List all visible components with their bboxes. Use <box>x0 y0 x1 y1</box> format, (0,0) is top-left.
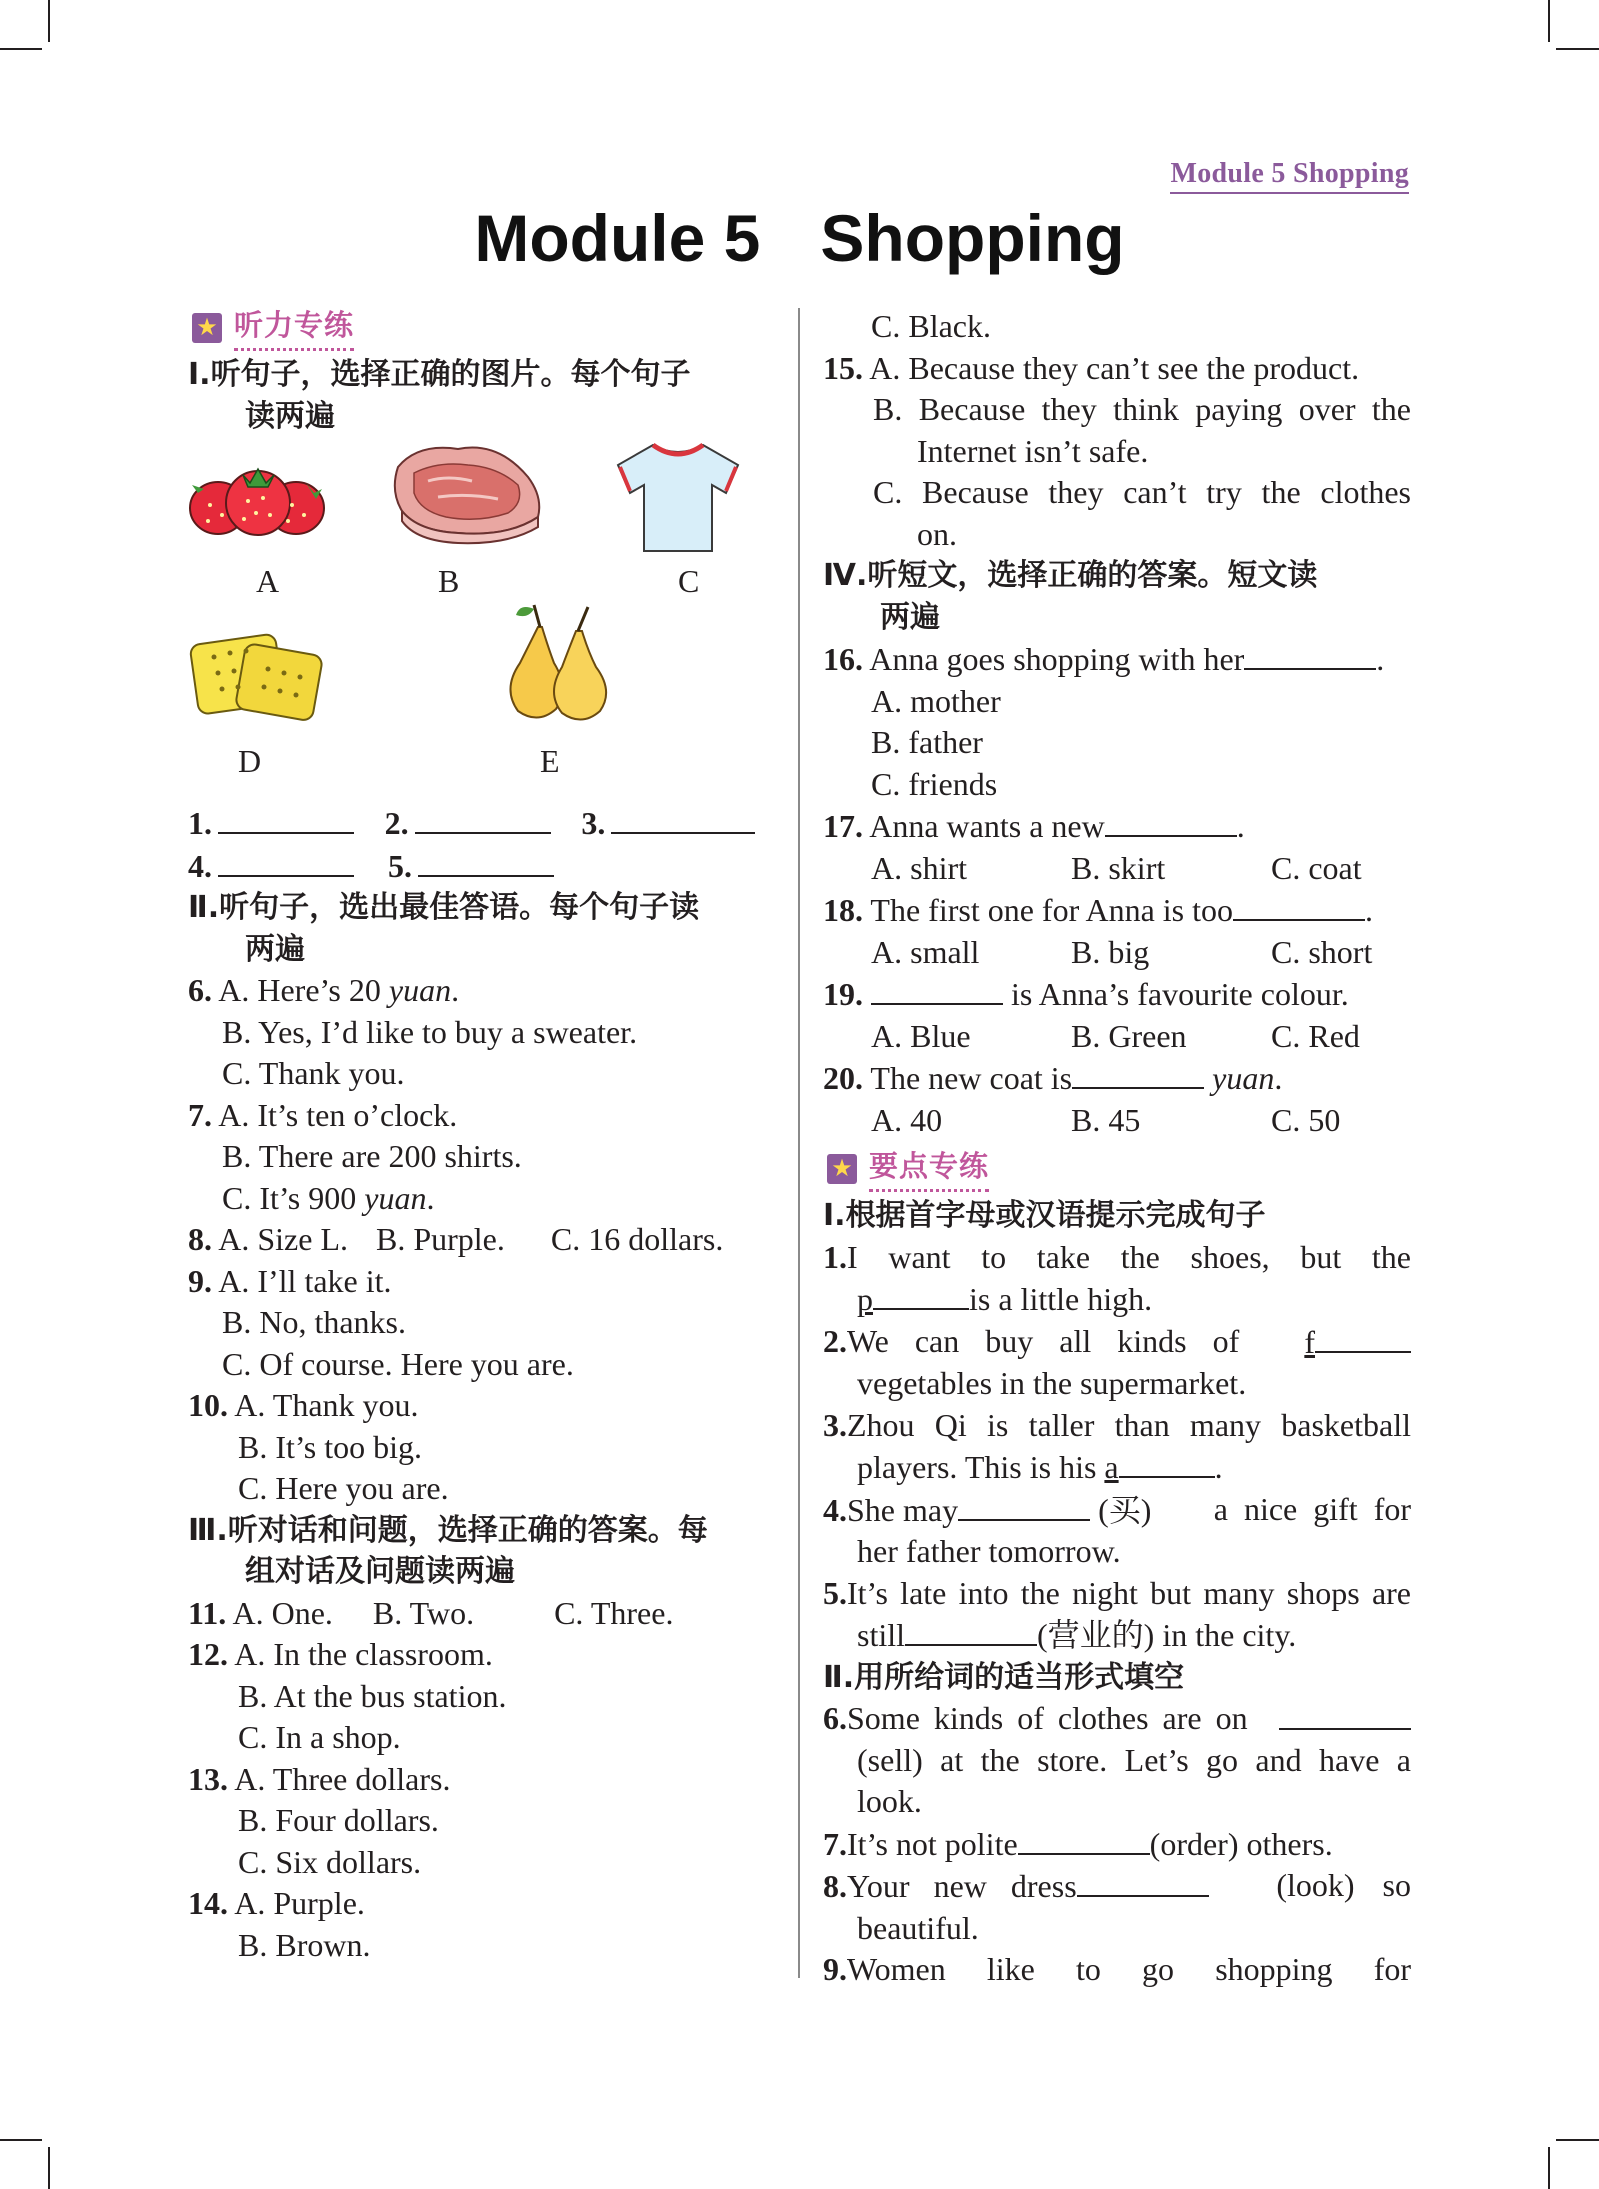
question: 13. A. Three dollars. <box>188 1760 451 1797</box>
question: 6. A. Here’s 20 yuan. <box>188 972 460 1008</box>
question: 11. A. One. B. Two. C. Three. <box>188 1594 674 1631</box>
option: C. Here you are. <box>238 1470 449 1506</box>
section-heading-cont: 两遍 <box>245 931 305 967</box>
answer-blank[interactable] <box>1018 1823 1150 1855</box>
right-column <box>823 306 1411 1991</box>
section-heading-cont: 组对话及问题读两遍 <box>245 1554 515 1589</box>
section-heading: Ⅰ.根据首字母或汉语提示完成句子 <box>823 1198 1266 1233</box>
answer-blank[interactable] <box>1119 1446 1215 1478</box>
question: 18. The first one for Anna is too . <box>823 889 1411 932</box>
option: C. Thank you. <box>222 1055 405 1091</box>
section-heading: Ⅱ.听句子，选出最佳答语。每个句子读 <box>188 890 700 925</box>
strawberries-icon <box>188 453 328 548</box>
question-cont: her father tomorrow. <box>857 1533 1121 1569</box>
options-row: A. small B. big C. short <box>871 933 1373 970</box>
section-heading: Ⅱ.用所给词的适当形式填空 <box>823 1659 1185 1695</box>
answer-blank[interactable] <box>1279 1698 1411 1730</box>
question: 3.Zhou Qi is taller than many basketball <box>823 1406 1411 1443</box>
options-row: A. 40 B. 45 C. 50 <box>871 1101 1341 1138</box>
crop-mark <box>1548 2147 1550 2189</box>
option-cont: on. <box>917 515 957 552</box>
answer-row: 4. 5. <box>188 845 778 888</box>
pears-icon <box>498 597 618 727</box>
answer-blank[interactable] <box>1233 889 1365 921</box>
page-title-topic: Shopping <box>820 201 1125 275</box>
answer-blank[interactable] <box>218 802 354 834</box>
section-heading: Ⅲ.听对话和问题，选择正确的答案。每 <box>188 1512 708 1548</box>
question-cont: beautiful. <box>857 1909 979 1946</box>
key-points-tag <box>827 1145 1411 1193</box>
question: 15. A. Because they can’t see the product. <box>823 349 1360 386</box>
question: 5.It’s late into the night but many shops are <box>823 1574 1411 1611</box>
column-divider <box>798 308 800 1978</box>
crop-mark <box>0 2139 42 2141</box>
picture-label: D <box>238 743 262 779</box>
question: 20. The new coat is yuan. <box>823 1057 1411 1100</box>
option: C. friends <box>871 765 998 802</box>
option: C. It’s 900 yuan. <box>222 1179 435 1216</box>
answer-blank[interactable] <box>1315 1321 1411 1353</box>
option: C. Black. <box>871 308 991 344</box>
question: 9. A. I’ll take it. <box>188 1262 392 1299</box>
section-heading: Ⅳ.听短文，选择正确的答案。短文读 <box>823 558 1318 593</box>
answer-blank[interactable] <box>871 973 1003 1005</box>
answer-row: 1. 2. 3. <box>188 802 778 845</box>
crop-mark <box>1556 2139 1599 2141</box>
question: 4.She may (买) a nice gift for <box>823 1490 1411 1528</box>
question-cont: p is a little high. <box>823 1278 1411 1321</box>
cookies-icon <box>188 617 328 727</box>
star-icon: ★ <box>827 1154 857 1184</box>
question: 7.It’s not polite (order) others. <box>823 1823 1411 1866</box>
answer-blank[interactable] <box>218 845 354 877</box>
option-cont: Internet isn’t safe. <box>917 432 1149 469</box>
question-cont: look. <box>857 1783 922 1819</box>
picture-label: C <box>678 563 700 599</box>
question: 8. A. Size L. B. Purple. C. 16 dollars. <box>188 1221 724 1257</box>
question: 8.Your new dress (look) so <box>823 1867 1411 1904</box>
question-cont: still (营业的) in the city. <box>823 1614 1411 1657</box>
answer-blank[interactable] <box>1244 638 1376 670</box>
question: 19. is Anna’s favourite colour. <box>823 973 1411 1016</box>
crop-mark <box>1548 0 1550 42</box>
picture-label: E <box>540 743 560 779</box>
question: 16. Anna goes shopping with her . <box>823 638 1411 681</box>
key-points-tag-text: 要点专练 <box>869 1146 989 1192</box>
option: C. Six dollars. <box>238 1843 422 1880</box>
option: B. No, thanks. <box>222 1304 406 1340</box>
option: B. It’s too big. <box>238 1428 423 1465</box>
picture-label: A <box>256 563 280 599</box>
answer-blank[interactable] <box>1077 1865 1209 1897</box>
option: B. Because they think paying over the <box>873 391 1411 427</box>
running-header: Module 5 Shopping <box>1170 158 1409 194</box>
option: C. Because they can’t try the clothes <box>873 474 1411 510</box>
question: 12. A. In the classroom. <box>188 1636 493 1672</box>
question: 9.Women like to go shopping for <box>823 1951 1411 1987</box>
question: 2.We can buy all kinds of f <box>823 1321 1411 1364</box>
listening-tag-text: 听力专练 <box>234 305 354 351</box>
question: 14. A. Purple. <box>188 1885 365 1921</box>
meat-icon <box>388 437 548 547</box>
page-title-module: Module 5 <box>474 201 761 275</box>
section-heading: Ⅰ.听句子，选择正确的图片。每个句子 <box>188 357 691 392</box>
answer-blank[interactable] <box>1072 1057 1204 1089</box>
picture-label: B <box>438 563 460 599</box>
question: 17. Anna wants a new . <box>823 805 1411 848</box>
picture-options <box>188 437 778 802</box>
option: B. Four dollars. <box>238 1802 439 1838</box>
option: A. mother <box>871 682 1001 719</box>
section-heading-cont: 两遍 <box>880 599 940 635</box>
answer-blank[interactable] <box>1105 805 1237 837</box>
question: 6.Some kinds of clothes are on <box>823 1698 1411 1740</box>
question: 1.I want to take the shoes, but the <box>823 1238 1411 1275</box>
question-cont: vegetables in the supermarket. <box>857 1365 1247 1401</box>
question: 10. A. Thank you. <box>188 1387 419 1423</box>
answer-blank[interactable] <box>873 1278 969 1310</box>
option: B. Brown. <box>238 1926 371 1963</box>
options-row: A. Blue B. Green C. Red <box>871 1017 1360 1054</box>
option: B. There are 200 shirts. <box>222 1138 522 1174</box>
answer-blank[interactable] <box>418 845 554 877</box>
crop-mark <box>48 2147 50 2189</box>
left-column <box>188 300 778 1966</box>
t-shirt-icon <box>608 437 748 557</box>
page-title <box>0 200 1599 276</box>
option: B. At the bus station. <box>238 1677 507 1714</box>
option: B. Yes, I’d like to buy a sweater. <box>222 1013 638 1050</box>
section-heading-cont: 读两遍 <box>245 398 335 434</box>
answer-blank[interactable] <box>611 802 755 834</box>
crop-mark <box>0 48 42 50</box>
question: 7. A. It’s ten o’clock. <box>188 1096 458 1133</box>
question-cont: players. This is his a . <box>823 1446 1411 1489</box>
answer-blank[interactable] <box>415 802 551 834</box>
answer-blank[interactable] <box>958 1489 1090 1521</box>
crop-mark <box>48 0 50 42</box>
question-cont: (sell) at the store. Let’s go and have a <box>857 1741 1411 1778</box>
answer-blank[interactable] <box>905 1614 1037 1646</box>
options-row: A. shirt B. skirt C. coat <box>871 849 1362 886</box>
listening-tag <box>192 304 778 352</box>
crop-mark <box>1556 48 1599 50</box>
option: C. Of course. Here you are. <box>222 1345 574 1382</box>
option: C. In a shop. <box>238 1719 401 1755</box>
star-icon: ★ <box>192 313 222 343</box>
option: B. father <box>871 724 983 760</box>
